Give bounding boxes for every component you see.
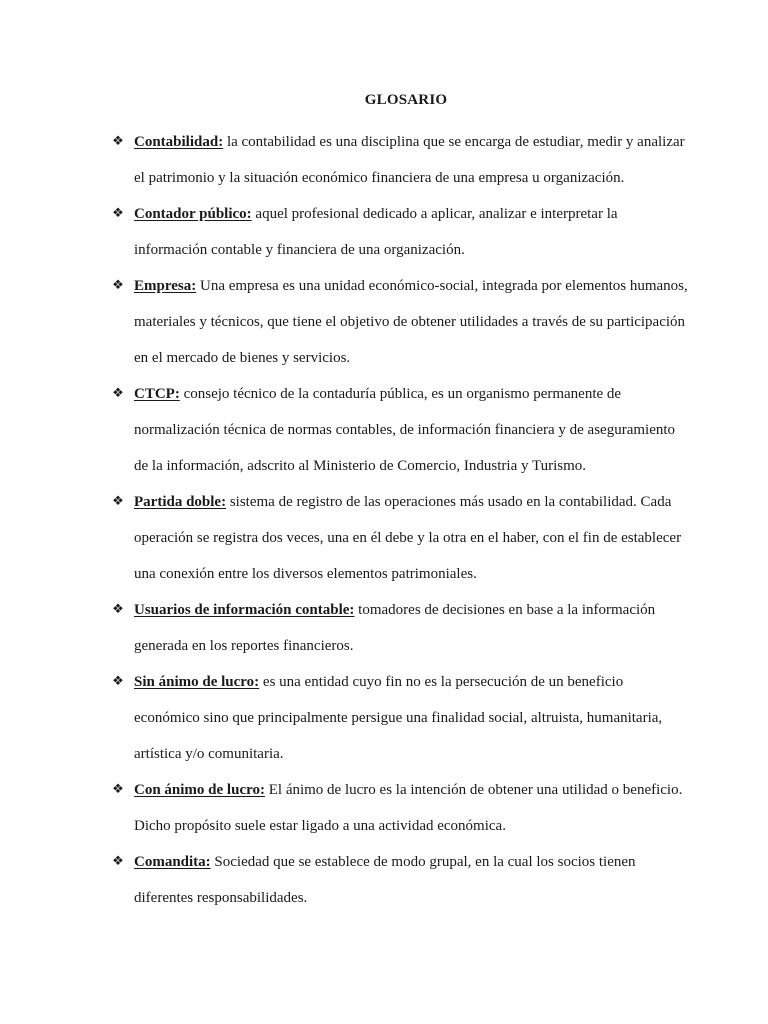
glossary-term: Comandita: [134, 854, 211, 870]
diamond-bullet-icon: ❖ [112, 854, 124, 869]
diamond-bullet-icon: ❖ [112, 206, 124, 221]
diamond-bullet-icon: ❖ [112, 782, 124, 797]
diamond-bullet-icon: ❖ [112, 602, 124, 617]
page-title: GLOSARIO [364, 92, 448, 108]
glossary-definition: es una entidad cuyo fin no es la persecución de un beneficio económico sino que principalmente persigue una finalidad social, altruista, humanitaria, artística y/o comunitaria. [134, 674, 663, 762]
glossary-term: Contador público: [134, 206, 252, 222]
glossary-definition: El ánimo de lucro es la intención de obtener una utilidad o beneficio. Dicho propósito suele estar ligado a una actividad económica. [134, 782, 683, 834]
glossary-definition: la contabilidad es una disciplina que se encarga de estudiar, medir y analizar el patrimonio y la situación económico financiera de una empresa u organización. [134, 134, 685, 186]
diamond-bullet-icon: ❖ [112, 386, 124, 401]
glossary-definition: Una empresa es una unidad económico-social, integrada por elementos humanos, materiales y técnicos, que tiene el objetivo de obtener utilidades a través de su participación en el mercado de bienes y servicios. [134, 278, 688, 366]
glossary-definition: consejo técnico de la contaduría pública, es un organismo permanente de normalización técnica de normas contables, de información financiera y de aseguramiento de la información, adscrito al Ministerio de Comercio, Industria y Turismo. [134, 386, 676, 474]
glossary-list [110, 124, 690, 916]
diamond-bullet-icon: ❖ [112, 674, 124, 689]
glossary-entry [110, 196, 690, 268]
glossary-definition: aquel profesional dedicado a aplicar, analizar e interpretar la información contable y financiera de una organización. [134, 206, 618, 258]
glossary-term: Usuarios de información contable: [134, 602, 355, 618]
glossary-term: Contabilidad: [134, 134, 224, 150]
glossary-entry [110, 268, 690, 376]
diamond-bullet-icon: ❖ [112, 494, 124, 509]
glossary-term: Empresa: [134, 278, 197, 294]
glossary-definition: sistema de registro de las operaciones más usado en la contabilidad. Cada operación se registra dos veces, una en él debe y la otra en el haber, con el fin de establecer una conexión entre los diversos elementos patrimoniales. [134, 494, 682, 582]
glossary-entry [110, 772, 690, 844]
glossary-term: CTCP: [134, 386, 180, 402]
glossary-entry [110, 124, 690, 196]
glossary-definition: tomadores de decisiones en base a la información generada en los reportes financieros. [134, 602, 656, 654]
glossary-entry [110, 592, 690, 664]
glossary-entry [110, 376, 690, 484]
glossary-entry [110, 844, 690, 916]
glossary-term: Sin ánimo de lucro: [134, 674, 260, 690]
diamond-bullet-icon: ❖ [112, 134, 124, 149]
glossary-entry [110, 664, 690, 772]
glossary-definition: Sociedad que se establece de modo grupal, en la cual los socios tienen diferentes responsabilidades. [134, 854, 636, 906]
glossary-term: Partida doble: [134, 494, 227, 510]
glossary-entry [110, 484, 690, 592]
diamond-bullet-icon: ❖ [112, 278, 124, 293]
glossary-term: Con ánimo de lucro: [134, 782, 265, 798]
